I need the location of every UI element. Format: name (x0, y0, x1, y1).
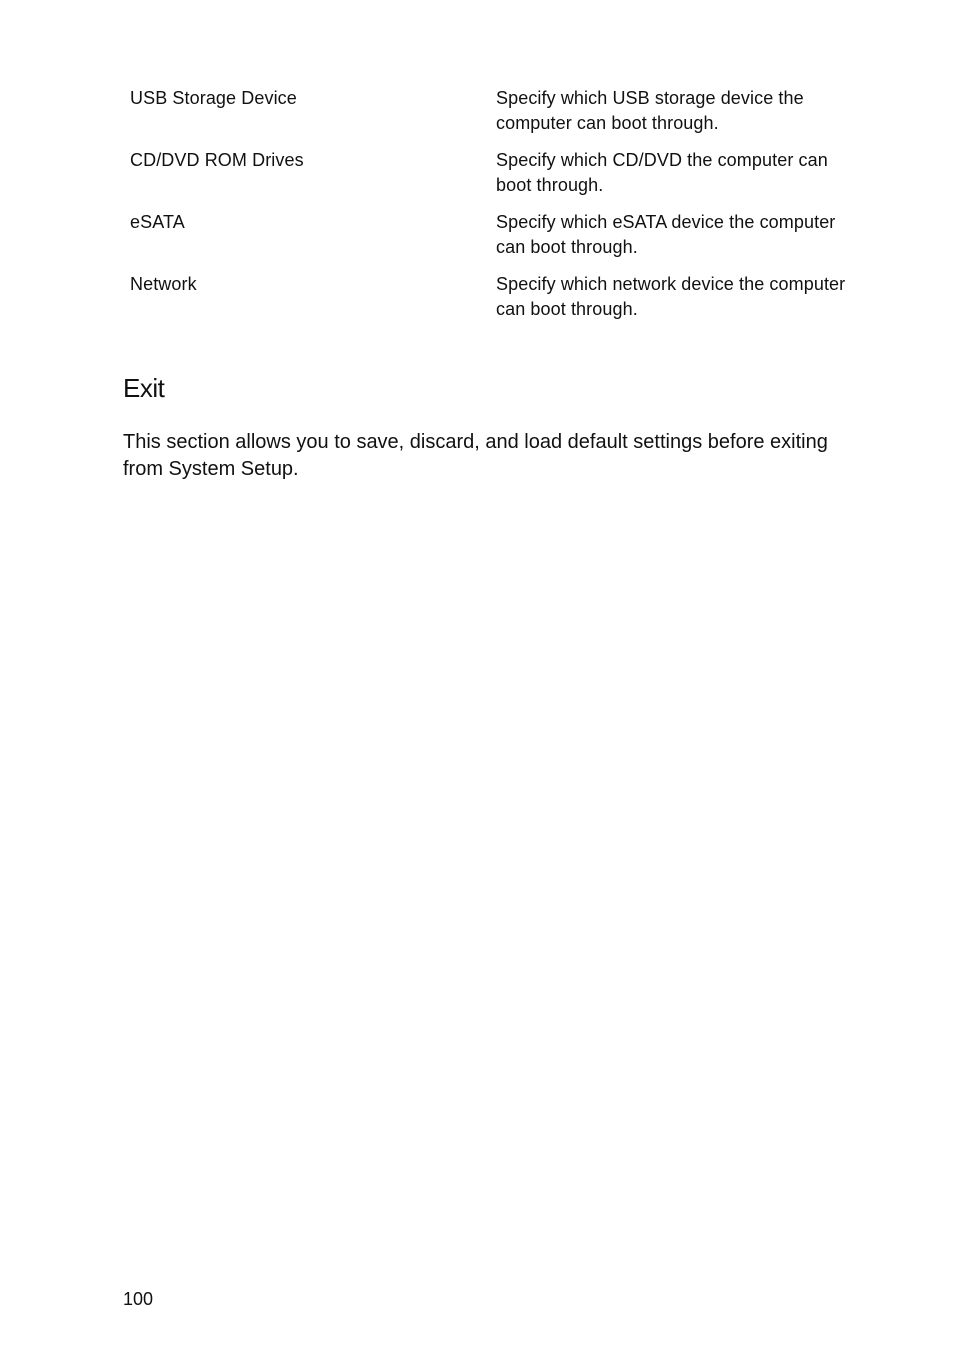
section-heading: Exit (123, 373, 165, 403)
option-name: Network (130, 274, 197, 294)
option-description: Specify which CD/DVD the computer can boot through. (496, 150, 828, 195)
option-name: USB Storage Device (130, 88, 297, 108)
option-description: Specify which network device the computer can boot through. (496, 274, 846, 319)
option-row-usb-storage (130, 86, 870, 136)
section-body: This section allows you to save, discard, and load default settings before exiting from System Setup. (123, 431, 828, 480)
option-description: Specify which USB storage device the computer can boot through. (496, 88, 804, 133)
option-row-cd-dvd (130, 148, 870, 198)
option-name: eSATA (130, 212, 185, 232)
page-number: 100 (123, 1289, 154, 1309)
option-row-network (130, 272, 870, 322)
option-row-esata (130, 210, 870, 260)
boot-options-table (130, 86, 870, 334)
option-description: Specify which eSATA device the computer can boot through. (496, 212, 836, 257)
option-name: CD/DVD ROM Drives (130, 150, 304, 170)
